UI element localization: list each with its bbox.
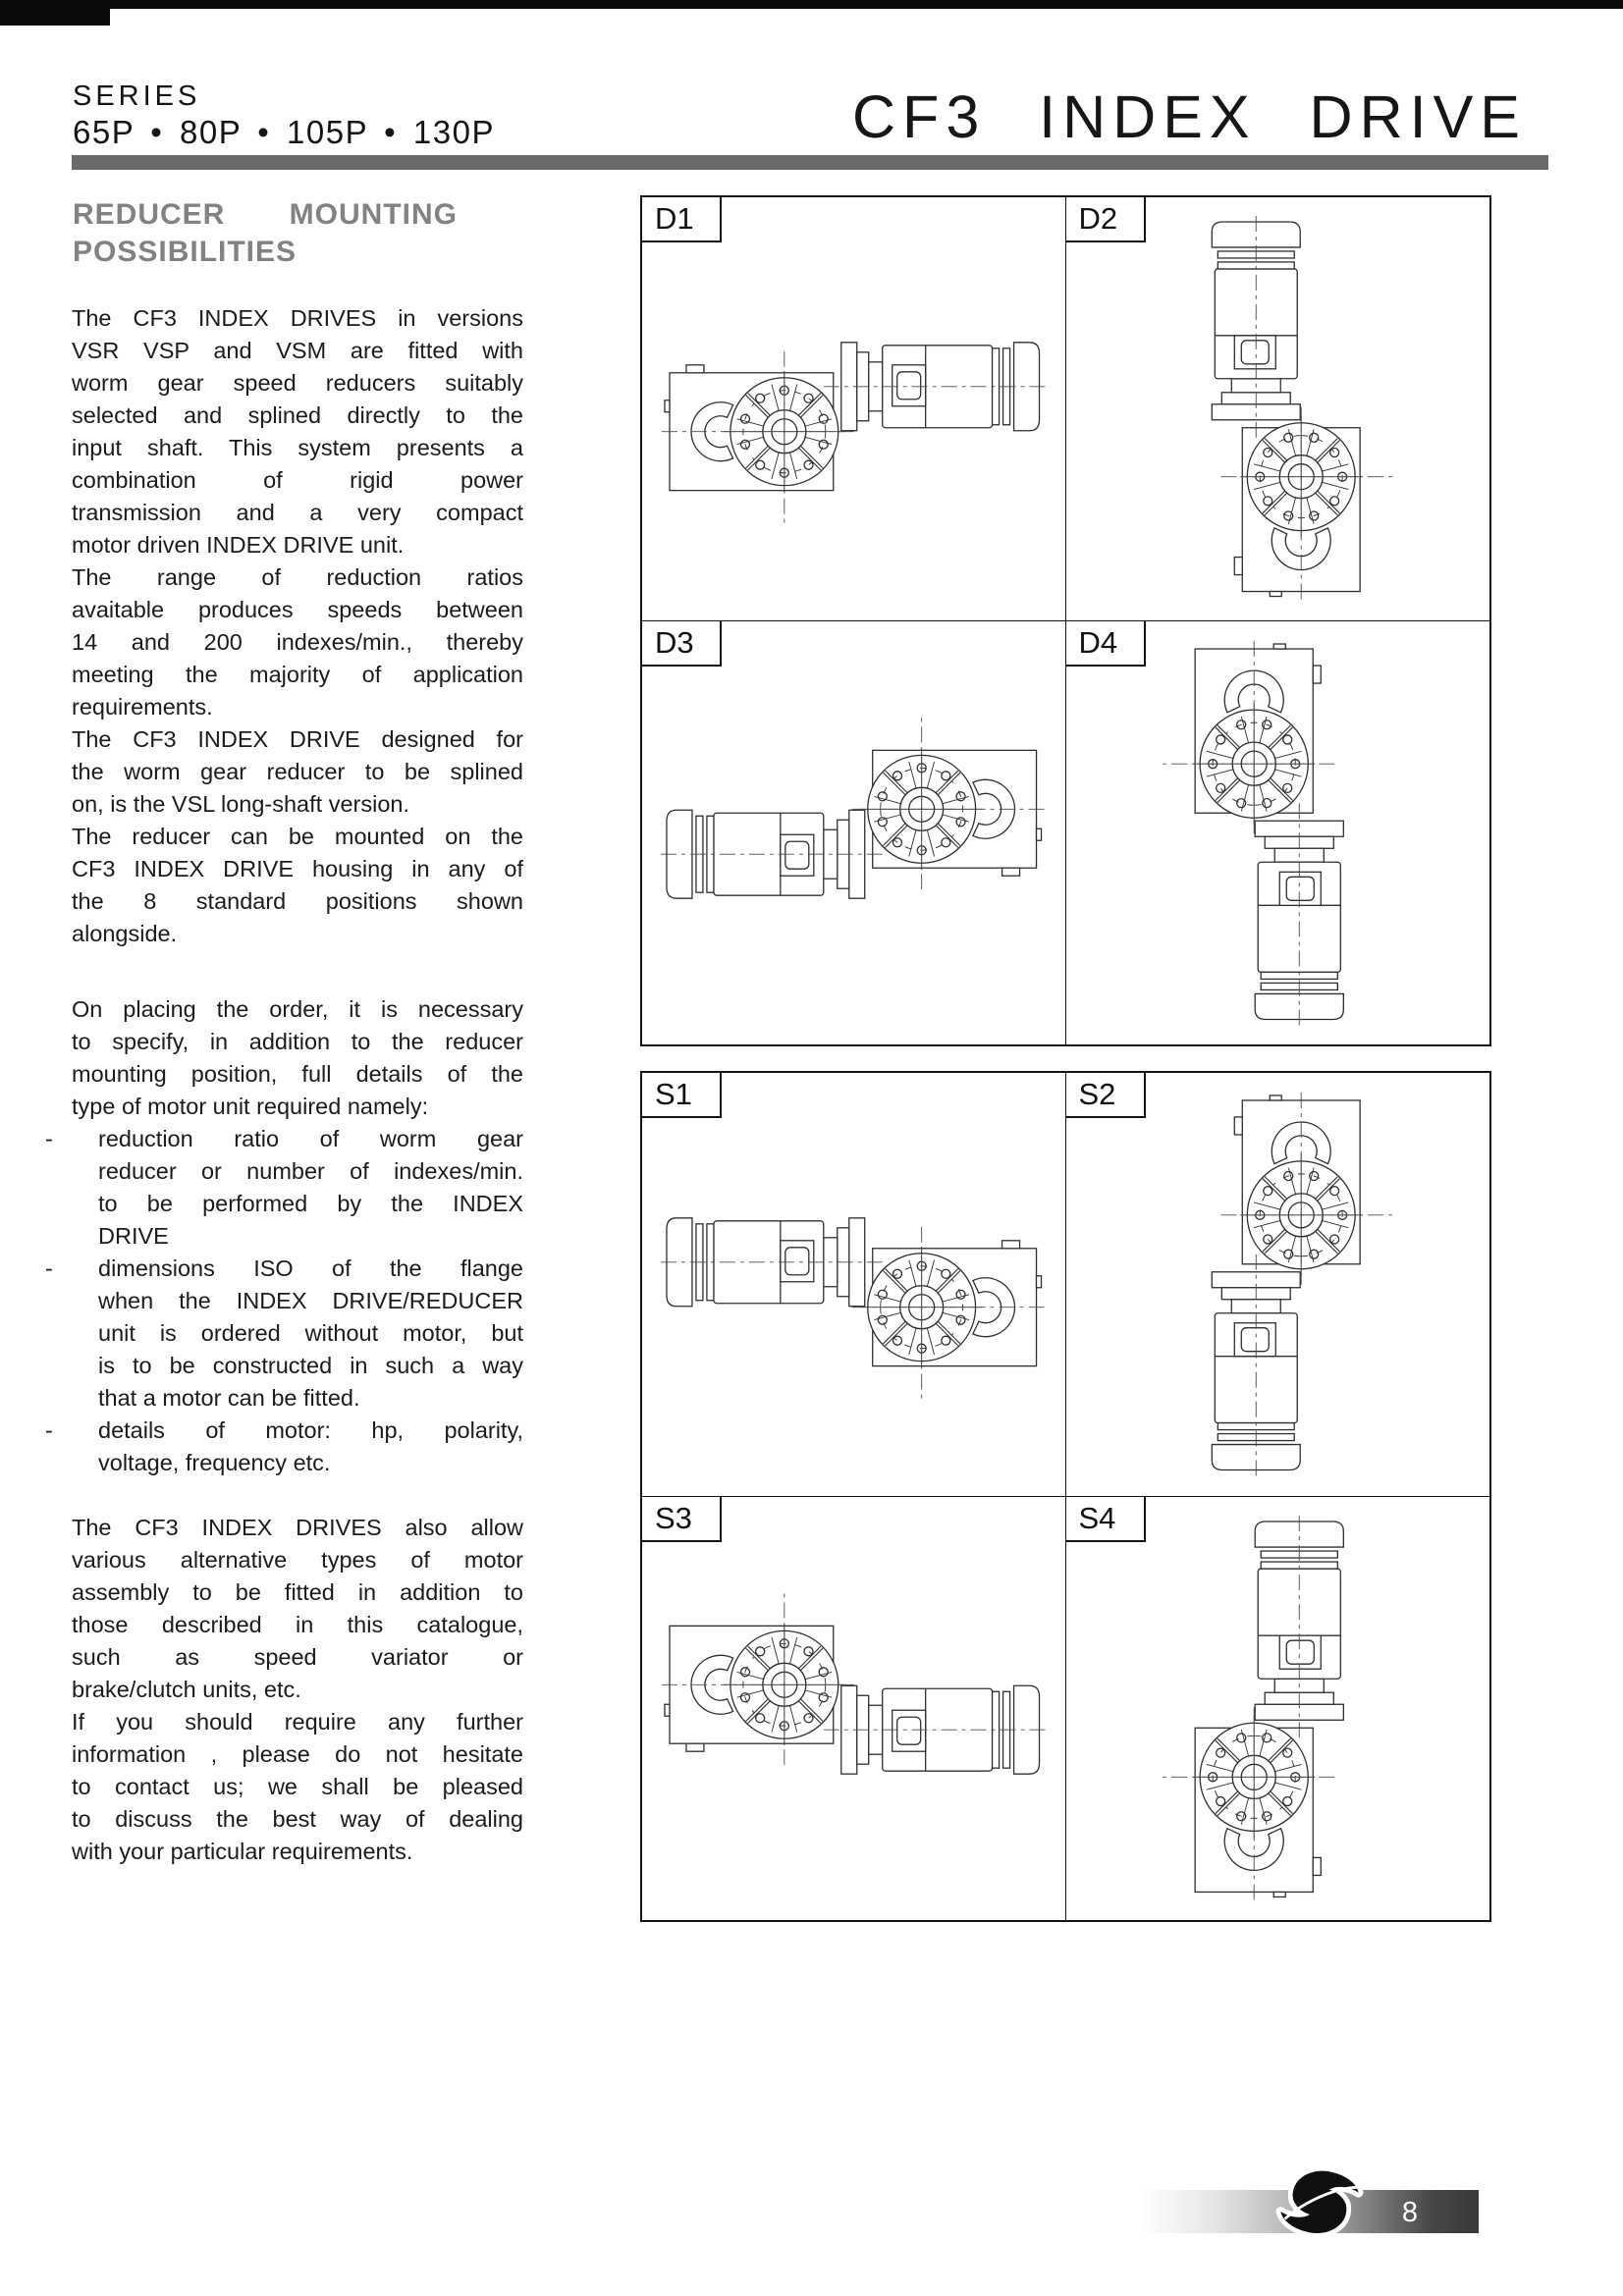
header-rule bbox=[72, 155, 1548, 170]
technical-drawing-D3 bbox=[642, 621, 1065, 1045]
paragraph-1 bbox=[72, 302, 523, 950]
text-line bbox=[72, 1576, 523, 1609]
text-line bbox=[72, 1803, 523, 1836]
panel-D3 bbox=[642, 621, 1066, 1045]
text-line bbox=[72, 723, 523, 756]
line-text: worm gear speed reducers suitably bbox=[72, 370, 523, 396]
line-text: that a motor can be fitted. bbox=[98, 1385, 360, 1411]
line-text: such as speed variator or bbox=[72, 1644, 523, 1670]
text-line bbox=[72, 1836, 523, 1868]
line-text: the worm gear reducer to be splined bbox=[72, 759, 523, 784]
line-text: 14 and 200 indexes/min., thereby bbox=[72, 629, 523, 655]
line-text: The CF3 INDEX DRIVE designed for bbox=[72, 726, 523, 752]
text-line bbox=[72, 561, 523, 594]
panel-label: D3 bbox=[642, 621, 722, 667]
text-line bbox=[72, 432, 523, 464]
line-text: when the INDEX DRIVE/REDUCER bbox=[98, 1288, 523, 1313]
text-line bbox=[73, 236, 458, 273]
text-line bbox=[72, 1350, 523, 1382]
panel-label: D2 bbox=[1066, 197, 1146, 242]
text-line bbox=[72, 821, 523, 853]
line-text: assembly to be fitted in addition to bbox=[72, 1579, 523, 1605]
paragraph-2 bbox=[45, 993, 523, 1479]
line-text: selected and splined directly to the bbox=[72, 402, 523, 428]
line-text: to be performed by the INDEX bbox=[98, 1191, 523, 1216]
technical-drawing-D4 bbox=[1066, 621, 1490, 1045]
list-dash: - bbox=[45, 1255, 53, 1281]
line-text: to specify, in addition to the reducer bbox=[72, 1029, 523, 1054]
line-text: transmission and a very compact bbox=[72, 500, 523, 525]
line-text: The reducer can be mounted on the bbox=[72, 824, 523, 849]
line-text: type of motor unit required namely: bbox=[72, 1094, 429, 1119]
line-text: reduction ratio of worm gear bbox=[98, 1126, 523, 1151]
text-line bbox=[72, 756, 523, 788]
text-line bbox=[72, 529, 523, 561]
text-line bbox=[72, 788, 523, 821]
line-text: voltage, frequency etc. bbox=[98, 1450, 331, 1475]
list-dash: - bbox=[45, 1126, 53, 1151]
line-text: reducer or number of indexes/min. bbox=[98, 1158, 523, 1184]
text-line bbox=[72, 400, 523, 432]
line-text: unit is ordered without motor, but bbox=[98, 1320, 523, 1346]
text-line bbox=[72, 1285, 523, 1317]
panel-label: S3 bbox=[642, 1497, 722, 1542]
text-line bbox=[72, 497, 523, 529]
line-text: on, is the VSL long-shaft version. bbox=[72, 791, 409, 817]
line-text: is to be constructed in such a way bbox=[98, 1353, 523, 1378]
series-models: 65P • 80P • 105P • 130P bbox=[73, 114, 495, 150]
text-line bbox=[72, 1220, 523, 1253]
line-text: The CF3 INDEX DRIVES in versions bbox=[72, 305, 523, 331]
line-text: dimensions ISO of the flange bbox=[98, 1255, 523, 1281]
brand-logo-icon bbox=[1262, 2160, 1378, 2250]
text-line bbox=[72, 1738, 523, 1771]
text-line bbox=[72, 1641, 523, 1674]
page-title: CF3 INDEX DRIVE bbox=[852, 83, 1527, 150]
text-line bbox=[72, 1771, 523, 1803]
text-line bbox=[72, 626, 523, 659]
technical-drawing-S4 bbox=[1066, 1497, 1490, 1921]
line-text: the 8 standard positions shown bbox=[72, 888, 523, 914]
line-text: motor driven INDEX DRIVE unit. bbox=[72, 532, 405, 558]
technical-drawing-S2 bbox=[1066, 1073, 1490, 1496]
line-text: POSSIBILITIES bbox=[73, 236, 298, 268]
line-text: REDUCER MOUNTING bbox=[73, 198, 458, 231]
panel-label: S2 bbox=[1066, 1073, 1146, 1118]
line-text: CF3 INDEX DRIVE housing in any of bbox=[72, 856, 523, 881]
text-line bbox=[72, 302, 523, 335]
text-line bbox=[72, 1155, 523, 1188]
text-line bbox=[72, 1382, 523, 1415]
mounting-grid-S bbox=[640, 1071, 1491, 1922]
line-text: details of motor: hp, polarity, bbox=[98, 1417, 523, 1443]
line-text: input shaft. This system presents a bbox=[72, 435, 523, 460]
panel-label: D4 bbox=[1066, 621, 1146, 667]
line-text: to contact us; we shall be pleased bbox=[72, 1774, 523, 1799]
line-text: alongside. bbox=[72, 921, 178, 946]
line-text: If you should require any further bbox=[72, 1709, 523, 1735]
text-line bbox=[72, 1706, 523, 1738]
page-number: 8 bbox=[1401, 2197, 1418, 2228]
text-line bbox=[72, 1609, 523, 1641]
technical-drawing-S3 bbox=[642, 1497, 1065, 1921]
line-text: The range of reduction ratios bbox=[72, 564, 523, 590]
panel-S3 bbox=[642, 1497, 1066, 1921]
text-line bbox=[45, 1123, 523, 1155]
panel-label: S4 bbox=[1066, 1497, 1146, 1542]
line-text: various alternative types of motor bbox=[72, 1547, 523, 1573]
mounting-grid-D bbox=[640, 195, 1491, 1046]
text-line bbox=[45, 1253, 523, 1285]
text-line bbox=[72, 1026, 523, 1058]
text-line bbox=[72, 885, 523, 918]
text-line bbox=[72, 335, 523, 367]
line-text: The CF3 INDEX DRIVES also allow bbox=[72, 1515, 523, 1540]
line-text: VSR VSP and VSM are fitted with bbox=[72, 338, 523, 363]
technical-drawing-D1 bbox=[642, 197, 1065, 620]
series-label: SERIES bbox=[73, 80, 201, 112]
panel-S2 bbox=[1066, 1073, 1490, 1497]
line-text: On placing the order, it is necessary bbox=[72, 996, 523, 1022]
line-text: requirements. bbox=[72, 694, 213, 720]
paragraph-3 bbox=[72, 1512, 523, 1868]
text-line bbox=[72, 853, 523, 885]
line-text: with your particular requirements. bbox=[72, 1839, 413, 1864]
text-line bbox=[72, 993, 523, 1026]
line-text: those described in this catalogue, bbox=[72, 1612, 523, 1637]
text-line bbox=[72, 1544, 523, 1576]
line-text: to discuss the best way of dealing bbox=[72, 1806, 523, 1832]
line-text: brake/clutch units, etc. bbox=[72, 1677, 301, 1702]
list-dash: - bbox=[45, 1417, 53, 1443]
text-line bbox=[72, 659, 523, 691]
technical-drawing-D2 bbox=[1066, 197, 1490, 620]
text-line bbox=[72, 691, 523, 723]
text-line bbox=[72, 918, 523, 950]
panel-D2 bbox=[1066, 197, 1490, 621]
line-text: meeting the majority of application bbox=[72, 662, 523, 687]
panel-S4 bbox=[1066, 1497, 1490, 1921]
panel-D4 bbox=[1066, 621, 1490, 1045]
panel-D1 bbox=[642, 197, 1066, 621]
text-line bbox=[72, 464, 523, 497]
line-text: combination of rigid power bbox=[72, 467, 523, 493]
section-heading bbox=[73, 198, 458, 273]
line-text: information , please do not hesitate bbox=[72, 1741, 523, 1767]
text-line bbox=[72, 1091, 523, 1123]
scan-artifact-top bbox=[0, 0, 1623, 9]
text-line bbox=[72, 1058, 523, 1091]
text-line bbox=[73, 198, 458, 236]
line-text: DRIVE bbox=[98, 1223, 169, 1249]
text-line bbox=[72, 594, 523, 626]
text-line bbox=[72, 1317, 523, 1350]
text-line bbox=[72, 367, 523, 400]
scan-artifact-corner bbox=[0, 0, 110, 26]
text-line bbox=[45, 1415, 523, 1447]
panel-label: S1 bbox=[642, 1073, 722, 1118]
text-line bbox=[72, 1512, 523, 1544]
line-text: avaitable produces speeds between bbox=[72, 597, 523, 622]
text-line bbox=[72, 1188, 523, 1220]
line-text: mounting position, full details of the bbox=[72, 1061, 523, 1087]
panel-S1 bbox=[642, 1073, 1066, 1497]
technical-drawing-S1 bbox=[642, 1073, 1065, 1496]
panel-label: D1 bbox=[642, 197, 722, 242]
text-line bbox=[72, 1447, 523, 1479]
text-line bbox=[72, 1674, 523, 1706]
